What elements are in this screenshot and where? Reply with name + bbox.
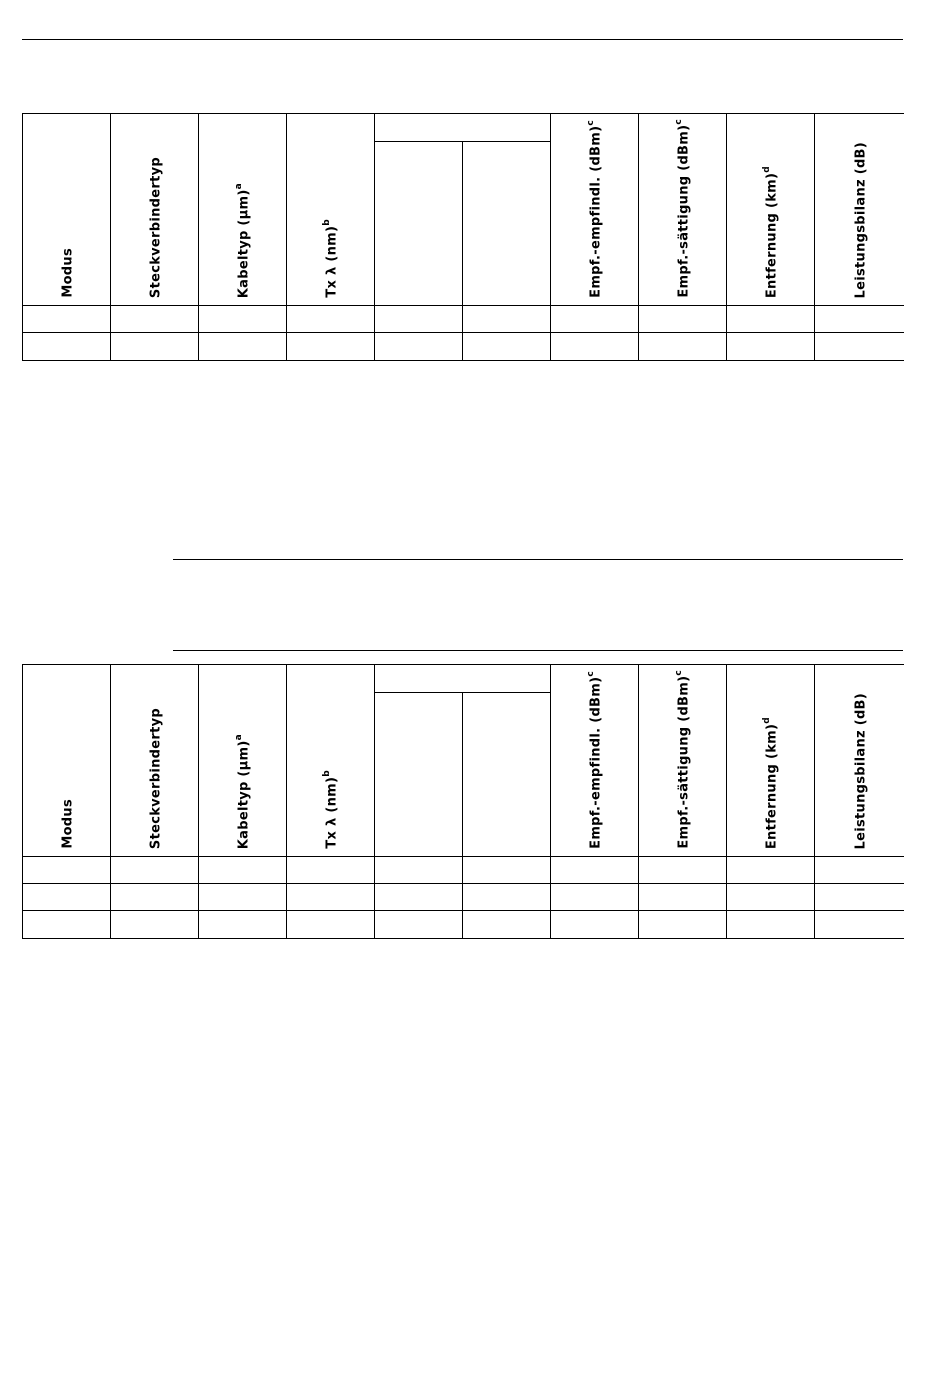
table-cell — [111, 911, 199, 939]
table-cell — [23, 884, 111, 911]
header-steckverbindertyp: Steckverbindertyp — [111, 665, 199, 857]
table-cell — [287, 857, 375, 884]
section-rule-lower — [173, 650, 903, 651]
table-cell — [639, 857, 727, 884]
table-cell — [639, 911, 727, 939]
header-empf-saettigung: Empf.-sättigung (dBm)$^c$ — [639, 114, 727, 306]
table-cell — [639, 306, 727, 333]
table-cell — [463, 333, 551, 361]
table-cell — [23, 333, 111, 361]
header-tx-lambda: Tx λ (nm)$^b$ — [287, 665, 375, 857]
header-subcol-2 — [463, 142, 551, 306]
table-cell — [199, 333, 287, 361]
header-modus: Modus — [23, 114, 111, 306]
table-cell — [287, 306, 375, 333]
header-modus: Modus — [23, 665, 111, 857]
table-row — [23, 333, 904, 361]
header-subcol-1 — [375, 693, 463, 857]
table-cell — [815, 911, 904, 939]
table-cell — [815, 333, 904, 361]
table-cell — [463, 911, 551, 939]
header-kabeltyp: Kabeltyp $(\mu m)^a$ — [199, 114, 287, 306]
table-cell — [727, 857, 815, 884]
header-group-empty — [375, 114, 551, 142]
table-cell — [375, 911, 463, 939]
table-cell — [287, 333, 375, 361]
table-cell — [111, 306, 199, 333]
table-cell — [551, 306, 639, 333]
table-cell — [551, 857, 639, 884]
table-cell — [815, 884, 904, 911]
table-cell — [639, 333, 727, 361]
table-cell — [23, 857, 111, 884]
table-cell — [111, 884, 199, 911]
section-rule-upper — [173, 559, 903, 560]
table-row — [23, 884, 904, 911]
table-cell — [463, 884, 551, 911]
table-cell — [815, 857, 904, 884]
table-cell — [199, 911, 287, 939]
page-top-rule — [22, 39, 903, 40]
table-cell — [375, 306, 463, 333]
table-cell — [199, 306, 287, 333]
table-row — [23, 911, 904, 939]
table-cell — [287, 884, 375, 911]
table-cell — [375, 857, 463, 884]
header-subcol-1 — [375, 142, 463, 306]
table-cell — [815, 306, 904, 333]
table-cell — [727, 333, 815, 361]
table-cell — [551, 884, 639, 911]
table-cell — [111, 333, 199, 361]
table-cell — [727, 306, 815, 333]
header-empf-empfindl: Empf.-empfindl. (dBm)$^c$ — [551, 665, 639, 857]
spec-table-2 — [22, 664, 904, 939]
header-kabeltyp: Kabeltyp $(\mu m)^a$ — [199, 665, 287, 857]
header-subcol-2 — [463, 693, 551, 857]
header-leistungsbilanz: Leistungsbilanz (dB) — [815, 114, 904, 306]
table-cell — [551, 911, 639, 939]
table-cell — [23, 306, 111, 333]
table-cell — [463, 857, 551, 884]
table-row — [23, 306, 904, 333]
table-cell — [727, 884, 815, 911]
table-cell — [287, 911, 375, 939]
table-cell — [199, 857, 287, 884]
header-entfernung: Entfernung (km)$^d$ — [727, 665, 815, 857]
header-group-empty — [375, 665, 551, 693]
header-leistungsbilanz: Leistungsbilanz (dB) — [815, 665, 904, 857]
header-empf-empfindl: Empf.-empfindl. (dBm)$^c$ — [551, 114, 639, 306]
header-empf-saettigung: Empf.-sättigung (dBm)$^c$ — [639, 665, 727, 857]
table-cell — [639, 884, 727, 911]
table-cell — [111, 857, 199, 884]
header-entfernung: Entfernung (km)$^d$ — [727, 114, 815, 306]
spec-table-1 — [22, 113, 904, 361]
table-row — [23, 857, 904, 884]
table-cell — [727, 911, 815, 939]
table-cell — [375, 333, 463, 361]
header-tx-lambda: Tx λ (nm)$^b$ — [287, 114, 375, 306]
table-cell — [375, 884, 463, 911]
header-steckverbindertyp: Steckverbindertyp — [111, 114, 199, 306]
table-cell — [23, 911, 111, 939]
table-cell — [551, 333, 639, 361]
table-cell — [463, 306, 551, 333]
table-cell — [199, 884, 287, 911]
